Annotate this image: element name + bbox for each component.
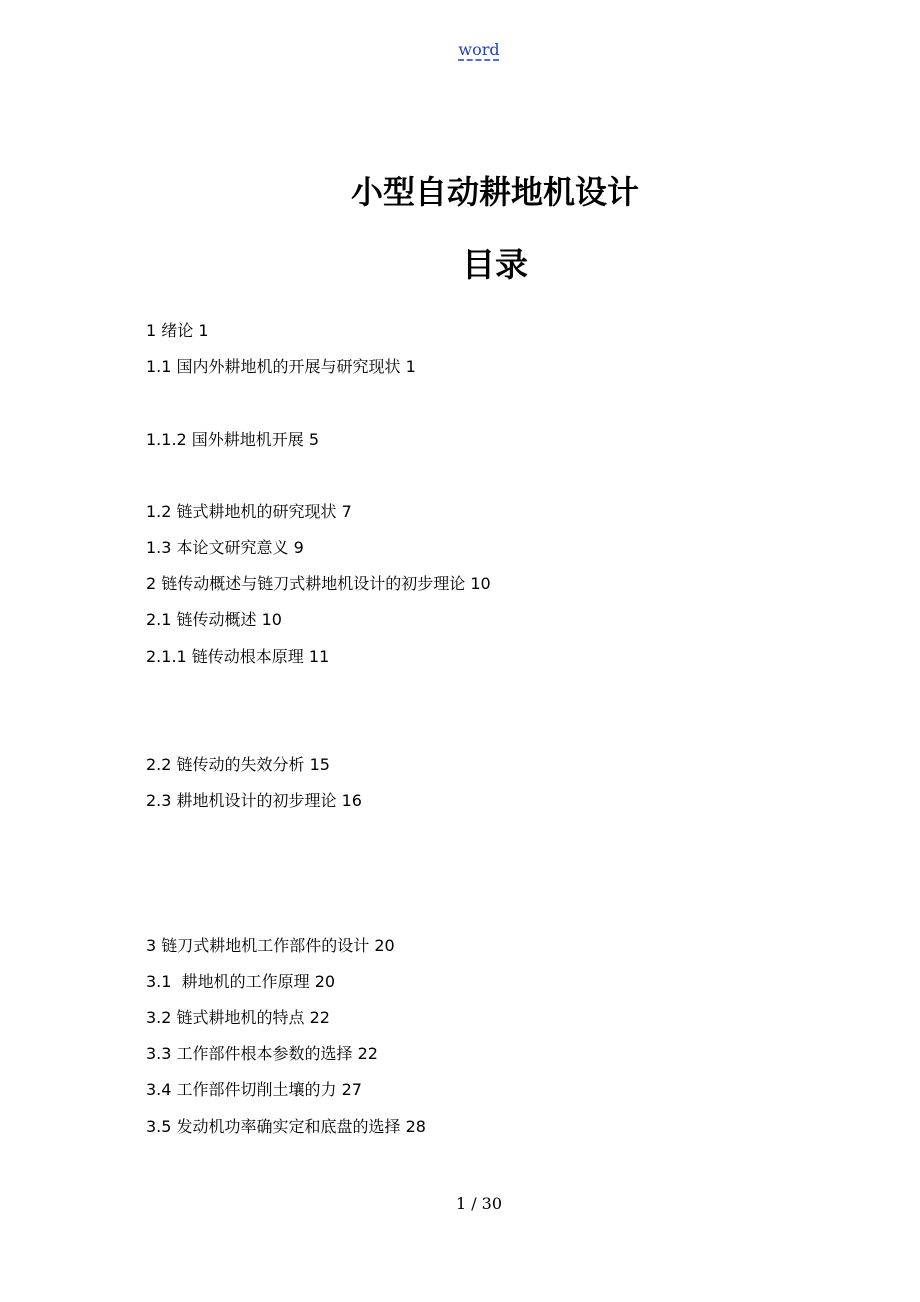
toc-entry-3-1[interactable]: 3.1 耕地机的工作原理 20 <box>146 972 336 991</box>
header-word-link[interactable]: word <box>458 40 500 59</box>
toc-entry-1[interactable]: 1 绪论 1 <box>146 321 209 340</box>
toc-entry-2-1[interactable]: 2.1 链传动概述 10 <box>146 610 282 629</box>
toc-heading: 目录 <box>462 245 528 284</box>
toc-entry-1-1-2[interactable]: 1.1.2 国外耕地机开展 5 <box>146 430 320 449</box>
toc-entry-2-1-1[interactable]: 2.1.1 链传动根本原理 11 <box>146 647 330 666</box>
toc-entry-3-2[interactable]: 3.2 链式耕地机的特点 22 <box>146 1008 330 1027</box>
toc-entry-2-3[interactable]: 2.3 耕地机设计的初步理论 16 <box>146 791 362 810</box>
toc-entry-1-3[interactable]: 1.3 本论文研究意义 9 <box>146 538 304 557</box>
document-title: 小型自动耕地机设计 <box>350 173 639 211</box>
toc-entry-2[interactable]: 2 链传动概述与链刀式耕地机设计的初步理论 10 <box>146 574 491 593</box>
toc-entry-3-4[interactable]: 3.4 工作部件切削土壤的力 27 <box>146 1080 362 1099</box>
toc-entry-3[interactable]: 3 链刀式耕地机工作部件的设计 20 <box>146 936 395 955</box>
toc-entry-1-1[interactable]: 1.1 国内外耕地机的开展与研究现状 1 <box>146 357 416 376</box>
toc-entry-2-2[interactable]: 2.2 链传动的失效分析 15 <box>146 755 330 774</box>
toc-entry-1-2[interactable]: 1.2 链式耕地机的研究现状 7 <box>146 502 352 521</box>
page-number: 1 / 30 <box>455 1194 503 1213</box>
toc-entry-3-3[interactable]: 3.3 工作部件根本参数的选择 22 <box>146 1044 378 1063</box>
toc-entry-3-5[interactable]: 3.5 发动机功率确实定和底盘的选择 28 <box>146 1117 426 1136</box>
